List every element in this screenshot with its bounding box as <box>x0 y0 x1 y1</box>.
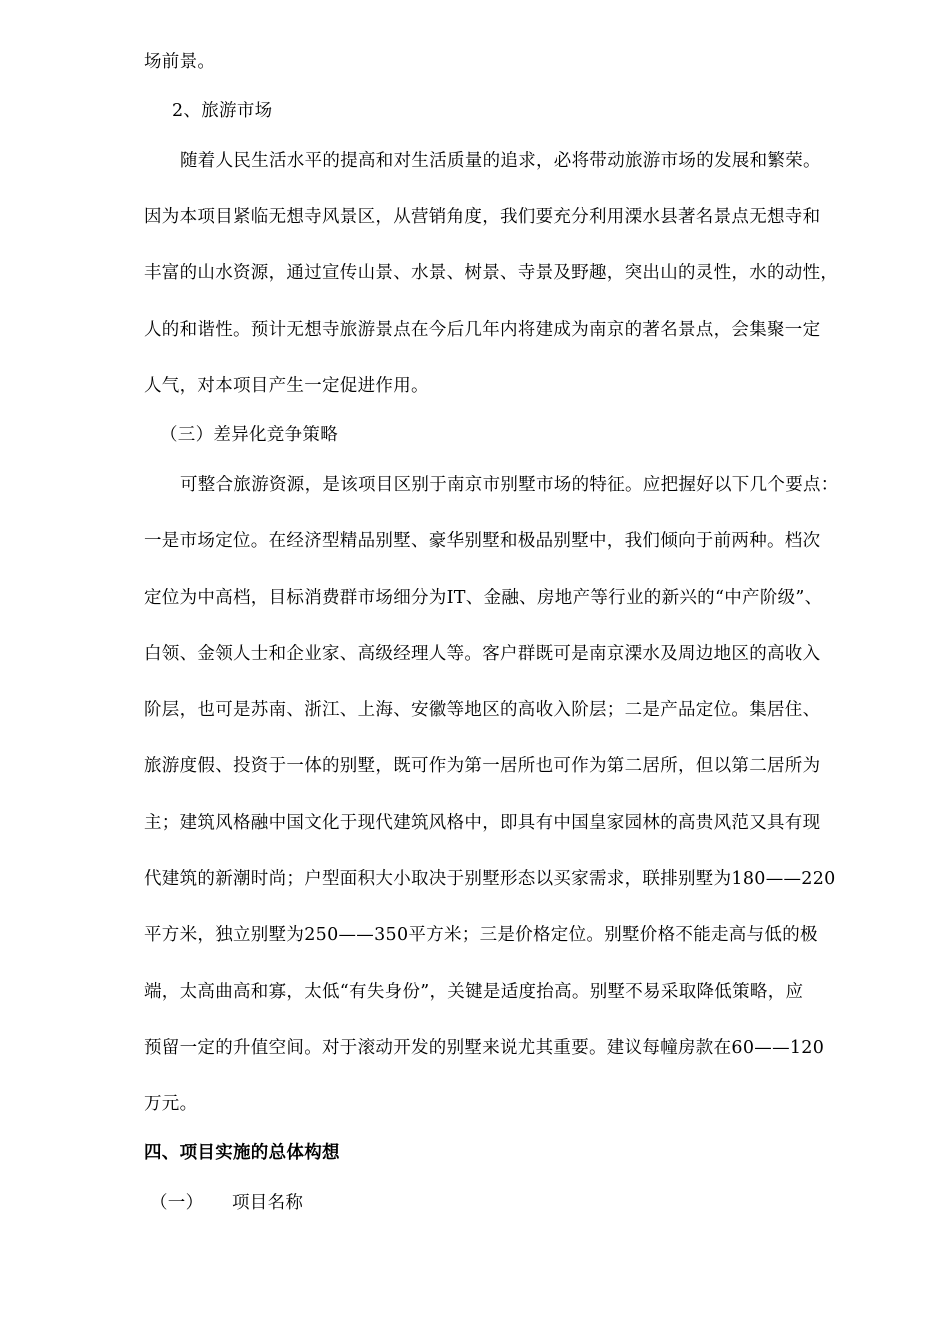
paragraph-line: 一是市场定位。在经济型精品别墅、豪华别墅和极品别墅中，我们倾向于前两种。档次 <box>144 531 821 551</box>
paragraph-line: 端，太高曲高和寡，太低“有失身份”，关键是适度抬高。别墅不易采取降低策略，应 <box>144 982 804 1002</box>
paragraph-line: 场前景。 <box>144 52 216 72</box>
paragraph-line: 平方米，独立别墅为250——350平方米；三是价格定位。别墅价格不能走高与低的极 <box>144 925 818 945</box>
paragraph-line: 代建筑的新潮时尚；户型面积大小取决于别墅形态以买家需求，联排别墅为180——220 <box>144 869 836 889</box>
paragraph-line: 定位为中高档，目标消费群市场细分为IT、金融、房地产等行业的新兴的“中产阶级”、 <box>144 588 823 608</box>
section-heading: 2、旅游市场 <box>172 101 273 121</box>
chapter-heading: 四、项目实施的总体构想 <box>144 1143 340 1163</box>
subheading-number: （一） <box>150 1193 204 1213</box>
paragraph-line: 阶层，也可是苏南、浙江、上海、安徽等地区的高收入阶层；二是产品定位。集居住、 <box>144 700 821 720</box>
subheading-text: 项目名称 <box>232 1193 304 1213</box>
paragraph-line: 因为本项目紧临无想寺风景区，从营销角度，我们要充分利用溧水县著名景点无想寺和 <box>144 207 821 227</box>
paragraph-line: 可整合旅游资源，是该项目区别于南京市别墅市场的特征。应把握好以下几个要点： <box>180 475 839 495</box>
paragraph-line: 人气，对本项目产生一定促进作用。 <box>144 376 429 396</box>
subheading <box>150 1191 303 1215</box>
paragraph-line: 随着人民生活水平的提高和对生活质量的追求，必将带动旅游市场的发展和繁荣。 <box>180 151 821 171</box>
paragraph-line: 预留一定的升值空间。对于滚动开发的别墅来说尤其重要。建议每幢房款在60——120 <box>144 1038 825 1058</box>
section-heading: （三）差异化竞争策略 <box>160 425 338 445</box>
paragraph-line: 旅游度假、投资于一体的别墅，既可作为第一居所也可作为第二居所，但以第二居所为 <box>144 756 821 776</box>
paragraph-line: 丰富的山水资源，通过宣传山景、水景、树景、寺景及野趣，突出山的灵性，水的动性， <box>144 263 839 283</box>
paragraph-line: 主；建筑风格融中国文化于现代建筑风格中，即具有中国皇家园林的高贵风范又具有现 <box>144 813 821 833</box>
paragraph-line: 万元。 <box>144 1094 198 1114</box>
paragraph-line: 白领、金领人士和企业家、高级经理人等。客户群既可是南京溧水及周边地区的高收入 <box>144 644 821 664</box>
paragraph-line: 人的和谐性。预计无想寺旅游景点在今后几年内将建成为南京的著名景点，会集聚一定 <box>144 320 821 340</box>
